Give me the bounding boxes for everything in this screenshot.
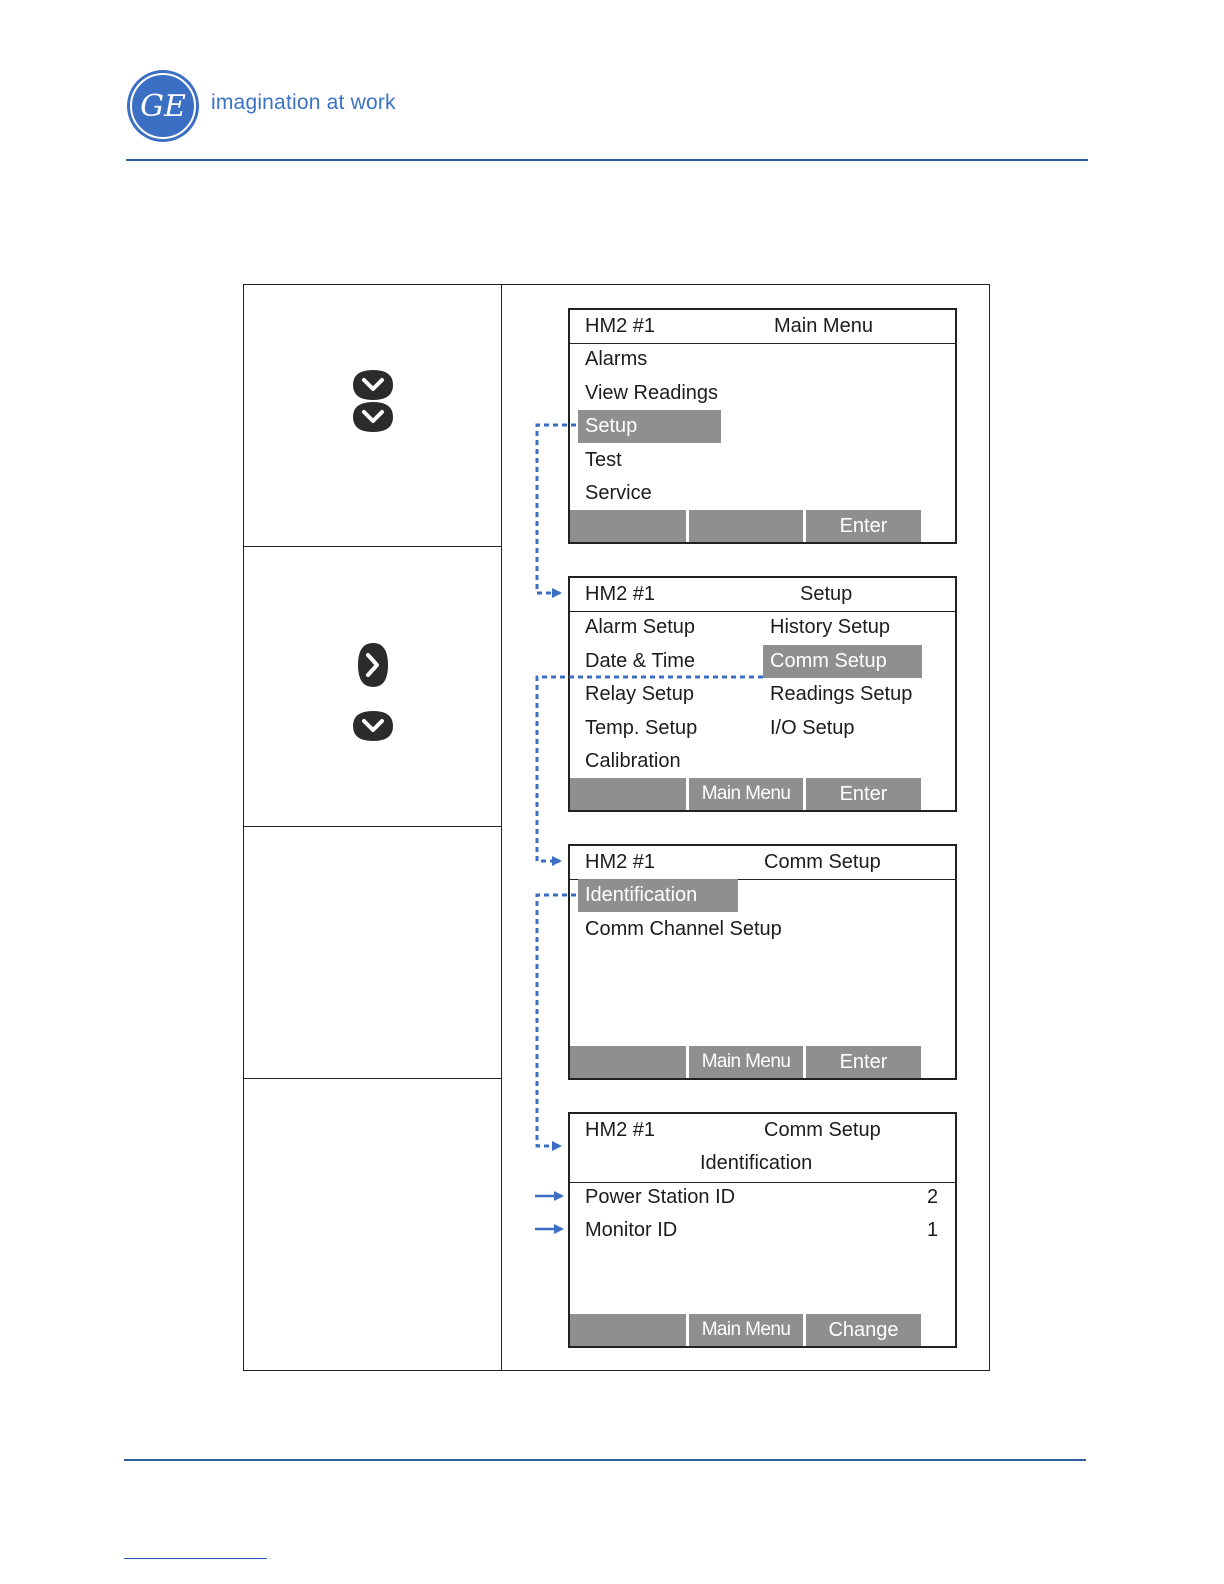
field-label-power-station-id[interactable]: Power Station ID <box>585 1186 736 1208</box>
screen-comm-setup <box>568 844 957 1080</box>
device-label: HM2 #1 <box>585 315 656 337</box>
softkey-bar <box>570 1046 955 1078</box>
menu-item-calibration[interactable]: Calibration <box>585 750 681 772</box>
softkey-bar <box>570 1314 955 1346</box>
table-row-divider <box>243 826 502 827</box>
menu-item-temp-setup[interactable]: Temp. Setup <box>585 717 698 739</box>
menu-item-date-time[interactable]: Date & Time <box>585 650 696 672</box>
menu-item-history-setup[interactable]: History Setup <box>770 616 891 638</box>
softkey-bar <box>570 510 955 542</box>
down-arrow-key-icon <box>349 400 397 434</box>
footer-rule <box>124 1459 1086 1461</box>
menu-item-identification[interactable]: Identification <box>585 884 698 906</box>
softkey-main-menu[interactable]: Main Menu <box>689 778 803 810</box>
table-column-divider <box>501 284 502 1371</box>
screen-title: Comm Setup <box>764 1119 881 1141</box>
down-arrow-key-icon <box>349 709 397 743</box>
menu-item-service[interactable]: Service <box>585 482 652 504</box>
field-value-power-station-id: 2 <box>927 1186 939 1208</box>
menu-item-alarm-setup[interactable]: Alarm Setup <box>585 616 696 638</box>
softkey-enter[interactable]: Enter <box>806 1046 921 1078</box>
menu-item-comm-channel-setup[interactable]: Comm Channel Setup <box>585 918 782 940</box>
device-label: HM2 #1 <box>585 1119 656 1141</box>
table-row-divider <box>243 546 502 547</box>
menu-item-test[interactable]: Test <box>585 449 622 471</box>
svg-text:GE: GE <box>140 89 186 124</box>
softkey-main-menu[interactable]: Main Menu <box>689 1046 803 1078</box>
screen-identification <box>568 1112 957 1348</box>
menu-item-comm-setup[interactable]: Comm Setup <box>770 650 887 672</box>
device-label: HM2 #1 <box>585 851 656 873</box>
ge-logo <box>126 69 200 143</box>
softkey-main-menu[interactable]: Main Menu <box>689 1314 803 1346</box>
menu-item-readings-setup[interactable]: Readings Setup <box>770 683 913 705</box>
softkey-change[interactable]: Change <box>806 1314 921 1346</box>
softkey-1[interactable] <box>570 1046 686 1078</box>
screen-main-menu <box>568 308 957 544</box>
softkey-1[interactable] <box>570 1314 686 1346</box>
field-label-monitor-id[interactable]: Monitor ID <box>585 1219 678 1241</box>
screen-subtitle: Identification <box>700 1152 813 1174</box>
table-row-divider <box>243 1078 502 1079</box>
right-arrow-key-icon <box>356 641 390 689</box>
screen-title: Setup <box>800 583 853 605</box>
menu-item-io-setup[interactable]: I/O Setup <box>770 717 855 739</box>
field-value-monitor-id: 1 <box>927 1219 939 1241</box>
softkey-1[interactable] <box>570 778 686 810</box>
down-arrow-key-icon <box>349 368 397 402</box>
brand-tagline: imagination at work <box>211 91 396 114</box>
softkey-1[interactable] <box>570 510 686 542</box>
menu-item-relay-setup[interactable]: Relay Setup <box>585 683 694 705</box>
softkey-enter[interactable]: Enter <box>806 778 921 810</box>
softkey-2[interactable] <box>689 510 803 542</box>
softkey-enter[interactable]: Enter <box>806 510 921 542</box>
menu-item-setup[interactable]: Setup <box>585 415 638 437</box>
menu-item-view-readings[interactable]: View Readings <box>585 382 719 404</box>
softkey-bar <box>570 778 955 810</box>
header-rule <box>126 159 1088 161</box>
device-label: HM2 #1 <box>585 583 656 605</box>
screen-title: Comm Setup <box>764 851 881 873</box>
screen-title: Main Menu <box>774 315 873 337</box>
footer-underline <box>124 1558 267 1559</box>
screen-setup <box>568 576 957 812</box>
menu-item-alarms[interactable]: Alarms <box>585 348 648 370</box>
